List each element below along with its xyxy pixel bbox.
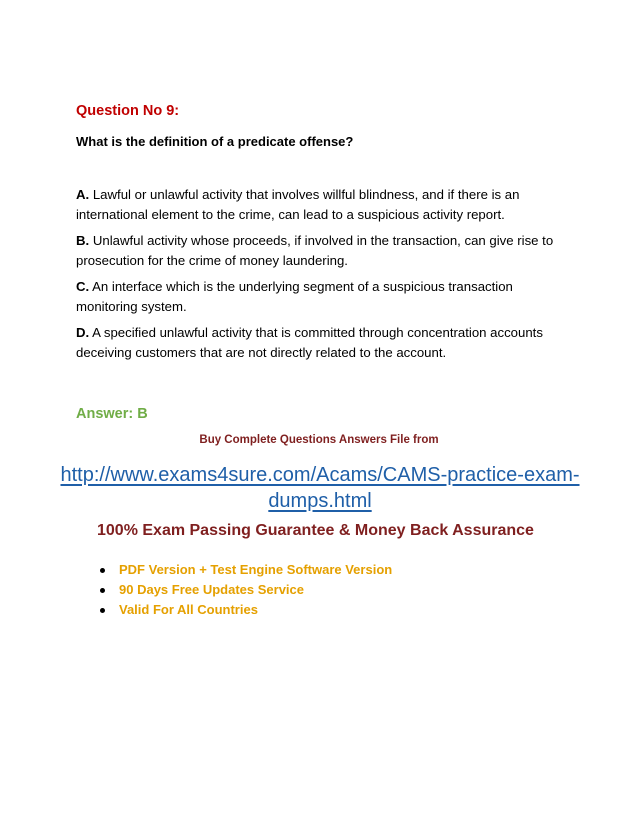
bullet-icon bbox=[100, 568, 105, 573]
answer-label: Answer: B bbox=[76, 406, 148, 422]
option-c bbox=[76, 277, 576, 317]
exam-dumps-link[interactable]: http://www.exams4sure.com/Acams/CAMS-practice-exam-dumps.html bbox=[60, 464, 580, 512]
feature-text: Valid For All Countries bbox=[119, 602, 258, 617]
option-a bbox=[76, 185, 576, 225]
option-letter: B. bbox=[76, 233, 90, 248]
question-text: What is the definition of a predicate offense? bbox=[76, 134, 354, 149]
option-text: Unlawful activity whose proceeds, if involved in the transaction, can give rise to prosecution for the crime of money laundering. bbox=[76, 233, 554, 268]
answer-options bbox=[76, 185, 576, 369]
question-title: Question No 9: bbox=[76, 103, 180, 119]
buy-line-text: Buy Complete Questions Answers File from bbox=[199, 434, 439, 446]
option-letter: C. bbox=[76, 279, 90, 294]
list-item bbox=[98, 560, 392, 580]
option-text: Lawful or unlawful activity that involves willful blindness, and if there is an international element to the crime, can lead to a suspicious activity report. bbox=[76, 187, 520, 222]
option-text: A specified unlawful activity that is committed through concentration accounts deceiving customers that are not directly related to the account. bbox=[76, 325, 543, 360]
bullet-icon bbox=[100, 588, 105, 593]
option-letter: D. bbox=[76, 325, 90, 340]
option-letter: A. bbox=[76, 187, 90, 202]
bullet-icon bbox=[100, 608, 105, 613]
guarantee-text: 100% Exam Passing Guarantee & Money Back Assurance bbox=[97, 522, 534, 539]
feature-text: PDF Version + Test Engine Software Version bbox=[119, 562, 393, 577]
option-d bbox=[76, 323, 576, 363]
feature-text: 90 Days Free Updates Service bbox=[119, 582, 304, 597]
list-item bbox=[98, 600, 392, 620]
option-text: An interface which is the underlying segment of a suspicious transaction monitoring system. bbox=[76, 279, 513, 314]
features-list bbox=[98, 560, 392, 620]
option-b bbox=[76, 231, 576, 271]
buy-line bbox=[0, 434, 638, 446]
list-item bbox=[98, 580, 392, 600]
